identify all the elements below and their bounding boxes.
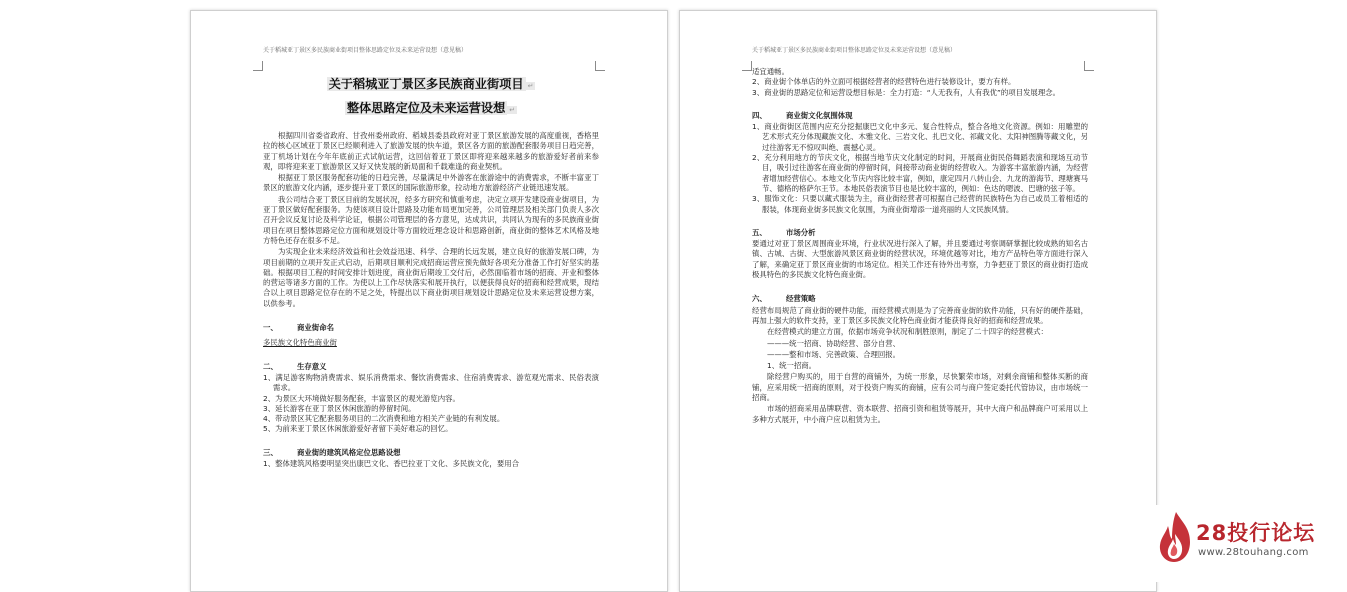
section-heading: 二、 生存意义 xyxy=(263,361,327,371)
paragraph: 市场的招商采用品牌联营、资本联营、招商引资和租赁等展开，其中大商户和品牌商户可采用以上多种方式展开，中小商户应以租赁为主。 xyxy=(752,404,1088,424)
paragraph: 要通过对亚丁景区周围商业环境，行业状况进行深入了解，并且要通过考察调研掌握比较成熟的知名古镇、古城、古街、大型旅游风景区商业街的经营状况，环境优越等对比，地方产品特色等方面进行深入了解，来确定亚丁景区商业街的市场定位。相关工作还有待外出考察，力争把亚丁景区的商业街打造成极具特色的多民族文化特色商业街。 xyxy=(752,239,1088,280)
paragraph: ———统一招商、协助经营、部分自营、 xyxy=(767,338,901,348)
paragraph: 在经营模式的建立方面，依据市场竞争状况和制胜原则，制定了二十四字的经营模式： xyxy=(767,327,1048,337)
list-item: 1、满足游客购物消费需求、娱乐消费需求、餐饮消费需求、住宿消费需求、游览观光需求、民俗表演需求。 xyxy=(263,372,599,393)
paragraph: 为实现企业未来经济效益和社会效益迅速、科学、合理的长远发展，建立良好的旅游发展口碑，为项目前期的立项开发正式启动，后期项目顺利完成招商运营应预先做好各项充分准备工作打好坚实的基础。根据项目工程的时间安排计划进度，商业街后期竣工交付后，必然面临着市场的招商、开业和整体的营运等诸多方面的工作。为使以上工作尽快落实和展开执行，以便获得良好的招商和经营成果，现结合以上项目思路定位存在的不足之处，特提出以下商业街项目规划设计思路定位及未来运营设想方案，以供参考。 xyxy=(263,247,599,308)
section-heading: 五、 市场分析 xyxy=(752,227,816,237)
section-heading: 四、 商业街文化氛围体现 xyxy=(752,110,853,120)
list-item: 1、整体建筑风格要明显突出康巴文化、香巴拉亚丁文化、多民族文化，要用合 xyxy=(263,459,519,469)
paragraph: 我公司结合亚丁景区目前的发展状况，经多方研究和慎重考虑，决定立项开发建设商业街项目，为亚丁景区做好配套服务。为使该项目设计思路及功能布局更加完善，公司管理层及相关部门负责人多次召开会议反复讨论及科学论证，根据公司管理层的各方意见，达成共识，共同认为现有的多民族商业街项目在项目整体思路定位方面和规划设计等方面较近理念设计和思路创新，商业街的整体艺术风格及地方特色还存在很多不足。 xyxy=(263,194,599,245)
document-page-left xyxy=(190,10,668,592)
watermark-logo xyxy=(1148,505,1347,582)
crop-mark-top-right xyxy=(595,61,605,71)
paragraph: 经营布局规范了商业街的硬件功能，而经营模式则是为了完善商业街的软件功能，只有好的硬件基础，再加上强大的软件支持，亚丁景区多民族文化特色商业街才能获得良好的招商和经营成果。 xyxy=(752,305,1088,325)
list-item: 3、延长游客在亚丁景区休闲旅游的停留时间。 xyxy=(263,403,416,413)
watermark-url: www.28touhang.com xyxy=(1198,547,1309,558)
list-item: 2、为景区大环境做好服务配套，丰富景区的观光游览内容。 xyxy=(263,393,460,403)
paragraph: ———整和市场、完善政策、合理回报。 xyxy=(767,349,901,359)
page-header: 关于稻城亚丁景区多民族商业街项目整体思路定位及未来运营设想（意见稿） xyxy=(752,47,957,54)
document-title: 关于稻城亚丁景区多民族商业街项目 ↵ 整体思路定位及未来运营设想 ↵ xyxy=(328,77,534,115)
list-item: 4、带动景区其它配套服务项目的二次消费和地方相关产业链的有利发展。 xyxy=(263,414,505,424)
page-content[interactable] xyxy=(263,73,599,469)
list-item: 1、商业街街区范围内应充分挖掘康巴文化中多元、复合性特点，整合各地文化资源。例如：用雕塑的艺术形式充分体现藏族文化、木雅文化、三岩文化、扎巴文化、祁藏文化、太阳神图腾等藏文化，另过往游客无不惊叹叫绝、震撼心灵。 xyxy=(752,122,1088,152)
list-item: 适宜通畅。 xyxy=(752,67,789,76)
section-heading: 六、 经营策略 xyxy=(752,294,816,304)
list-item: 3、服饰文化：只要以藏式服装为主，商业街经营者可根据自己经营的民族特色为自己或员工着相适的服装，体现商业街多民族文化氛围，为商业街增添一道亮丽的人文民族风情。 xyxy=(752,194,1088,214)
title-line-2: 整体思路定位及未来运营设想 xyxy=(346,101,506,115)
list-item: 3、商业街的思路定位和运营设想目标是：全力打造：“人无我有，人有我优”的项目发展理念。 xyxy=(752,87,1060,97)
crop-mark-top-left xyxy=(742,61,752,71)
page-content[interactable] xyxy=(752,67,1088,426)
list-item: 2、商业街个体单店的外立面可根据经营者的经营特色进行装修设计，要方有样。 xyxy=(752,77,1016,87)
document-page-right xyxy=(679,10,1157,592)
title-line-1: 关于稻城亚丁景区多民族商业街项目 xyxy=(328,77,524,91)
paragraph: 根据四川省委省政府、甘孜州委州政府、稻城县委县政府对亚丁景区旅游发展的高度重视，香格里拉的核心区域亚丁景区已经顺利进入了旅游发展的快车道，景区各方面的旅游配套服务项目日趋完善，亚丁机场计划在今年年底前正式试航运营，这回信着亚丁景区即将迎来越来越多的旅游爱好者前来参观，即将迎来亚丁旅游景区又好又快发展的新局面和千载难逢的商业契机。 xyxy=(263,131,599,171)
page-header: 关于稻城亚丁景区多民族商业街项目整体思路定位及未来运营设想（意见稿） xyxy=(263,47,468,54)
paragraph: 根据亚丁景区服务配套功能的日趋完善，尽量满足中外游客在旅游途中的消费需求，不断丰富亚丁景区的旅游文化内涵，逐步提升亚丁景区的国际旅游形象，拉动地方旅游经济产业链迅速发展。 xyxy=(263,173,599,193)
list-item: 5、为前来亚丁景区休闲旅游爱好者留下美好难忘的回忆。 xyxy=(263,424,453,434)
watermark-text: 28投行论坛 xyxy=(1196,521,1316,545)
paragraph: 1、统一招商。 xyxy=(767,361,817,371)
section-heading: 三、 商业街的建筑风格定位思路设想 xyxy=(263,447,401,457)
section-heading: 一、 商业街命名 xyxy=(263,323,334,333)
list-item: 2、充分利用地方的节庆文化，根据当地节庆文化制定的时间，开展商业街民俗舞蹈表演和现场互动节目，吸引过往游客在商业街的停留时间，间接带动商业街的经营收入。为游客丰富旅游内涵，为经营者增加经营信心。本地文化节庆内容比较丰富，例如，康定四月八转山会、九龙的游海节、理塘赛马节、德格的格萨尔王节。本地民俗表演节目也是比较丰富的，例如：色达的嗯波、巴塘的弦子等。 xyxy=(752,153,1088,193)
flame-logo-icon xyxy=(1154,508,1198,568)
paragraph: 除经营户购买的，用于自营的商铺外，为统一形象，尽快繁荣市场，对剩余商铺和整体买断的商铺，应采用统一招商的原则，对于投资户购买的商铺，应有公司与商户签定委托代管协议，由市场统一招商。 xyxy=(752,372,1088,403)
section-text: 多民族文化特色商业街 xyxy=(263,338,337,348)
crop-mark-top-left xyxy=(253,61,263,71)
